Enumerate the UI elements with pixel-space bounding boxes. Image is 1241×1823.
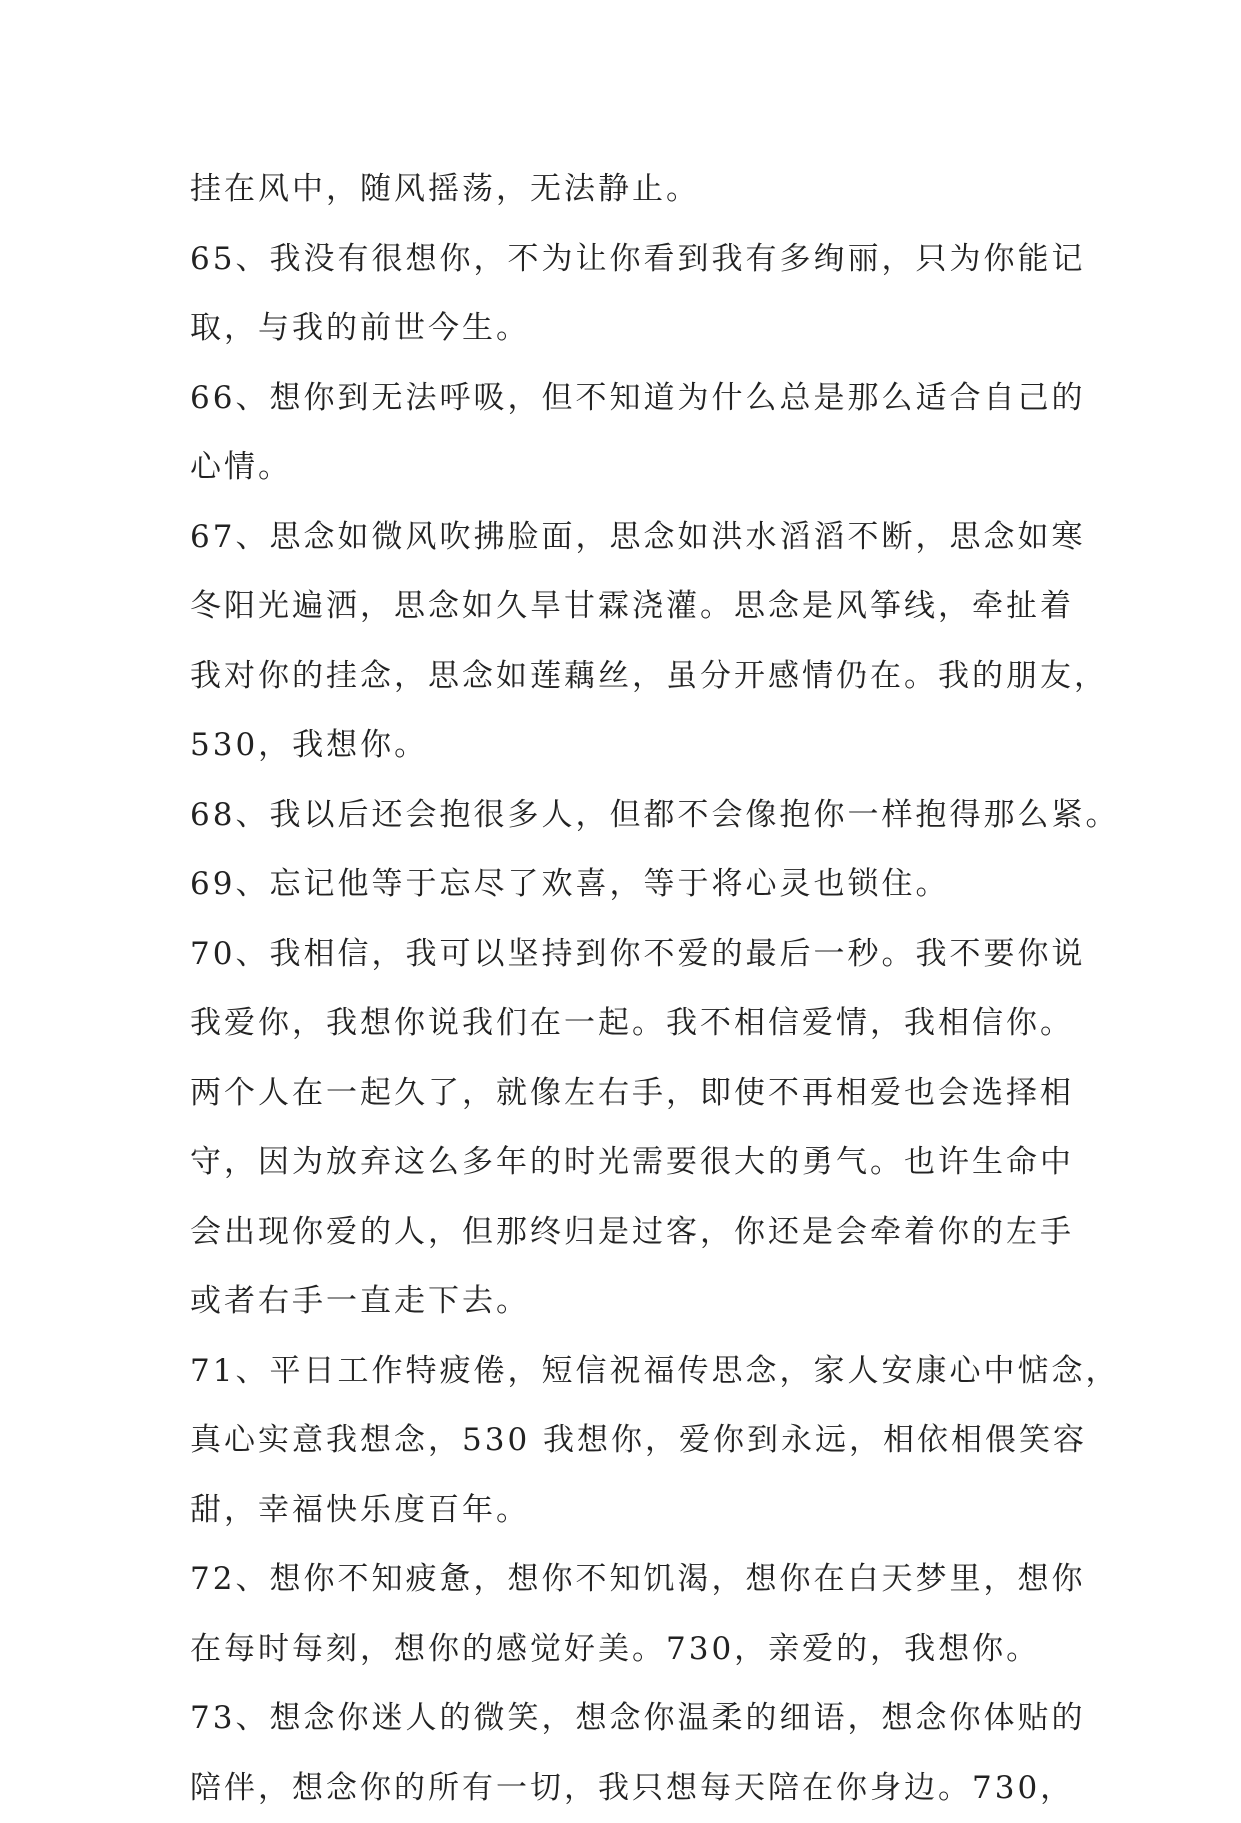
text-line: 70、我相信，我可以坚持到你不爱的最后一秒。我不要你说 [190, 920, 1070, 990]
text-line: 挂在风中，随风摇荡，无法静止。 [190, 155, 1070, 225]
text-line: 71、平日工作特疲倦，短信祝福传思念，家人安康心中惦念， [190, 1337, 1070, 1407]
text-line: 65、我没有很想你，不为让你看到我有多绚丽，只为你能记 [190, 225, 1070, 295]
text-line: 守，因为放弃这么多年的时光需要很大的勇气。也许生命中 [190, 1128, 1070, 1198]
text-line: 我对你的挂念，思念如莲藕丝，虽分开感情仍在。我的朋友， [190, 642, 1070, 712]
text-line: 在每时每刻，想你的感觉好美。730，亲爱的，我想你。 [190, 1615, 1070, 1685]
text-line: 我爱你，我想你说我们在一起。我不相信爱情，我相信你。 [190, 989, 1070, 1059]
text-line: 72、想你不知疲惫，想你不知饥渴，想你在白天梦里，想你 [190, 1545, 1070, 1615]
text-line: 会出现你爱的人，但那终归是过客，你还是会牵着你的左手 [190, 1198, 1070, 1268]
text-line: 68、我以后还会抱很多人，但都不会像抱你一样抱得那么紧。 [190, 781, 1070, 851]
text-line: 或者右手一直走下去。 [190, 1267, 1070, 1337]
text-line: 甜，幸福快乐度百年。 [190, 1476, 1070, 1546]
text-line: 心情。 [190, 433, 1070, 503]
text-line: 两个人在一起久了，就像左右手，即使不再相爱也会选择相 [190, 1059, 1070, 1129]
text-line: 73、想念你迷人的微笑，想念你温柔的细语，想念你体贴的 [190, 1684, 1070, 1754]
text-line: 取，与我的前世今生。 [190, 294, 1070, 364]
text-line: 真心实意我想念，530 我想你，爱你到永远，相依相偎笑容 [190, 1406, 1070, 1476]
text-line: 530，我想你。 [190, 711, 1070, 781]
text-line: 69、忘记他等于忘尽了欢喜，等于将心灵也锁住。 [190, 850, 1070, 920]
text-line: 66、想你到无法呼吸，但不知道为什么总是那么适合自己的 [190, 364, 1070, 434]
text-line: 67、思念如微风吹拂脸面，思念如洪水滔滔不断，思念如寒 [190, 503, 1070, 573]
body-text [190, 155, 1070, 1823]
text-line: 冬阳光遍洒，思念如久旱甘霖浇灌。思念是风筝线，牵扯着 [190, 572, 1070, 642]
text-line: 陪伴，想念你的所有一切，我只想每天陪在你身边。730， [190, 1754, 1070, 1823]
